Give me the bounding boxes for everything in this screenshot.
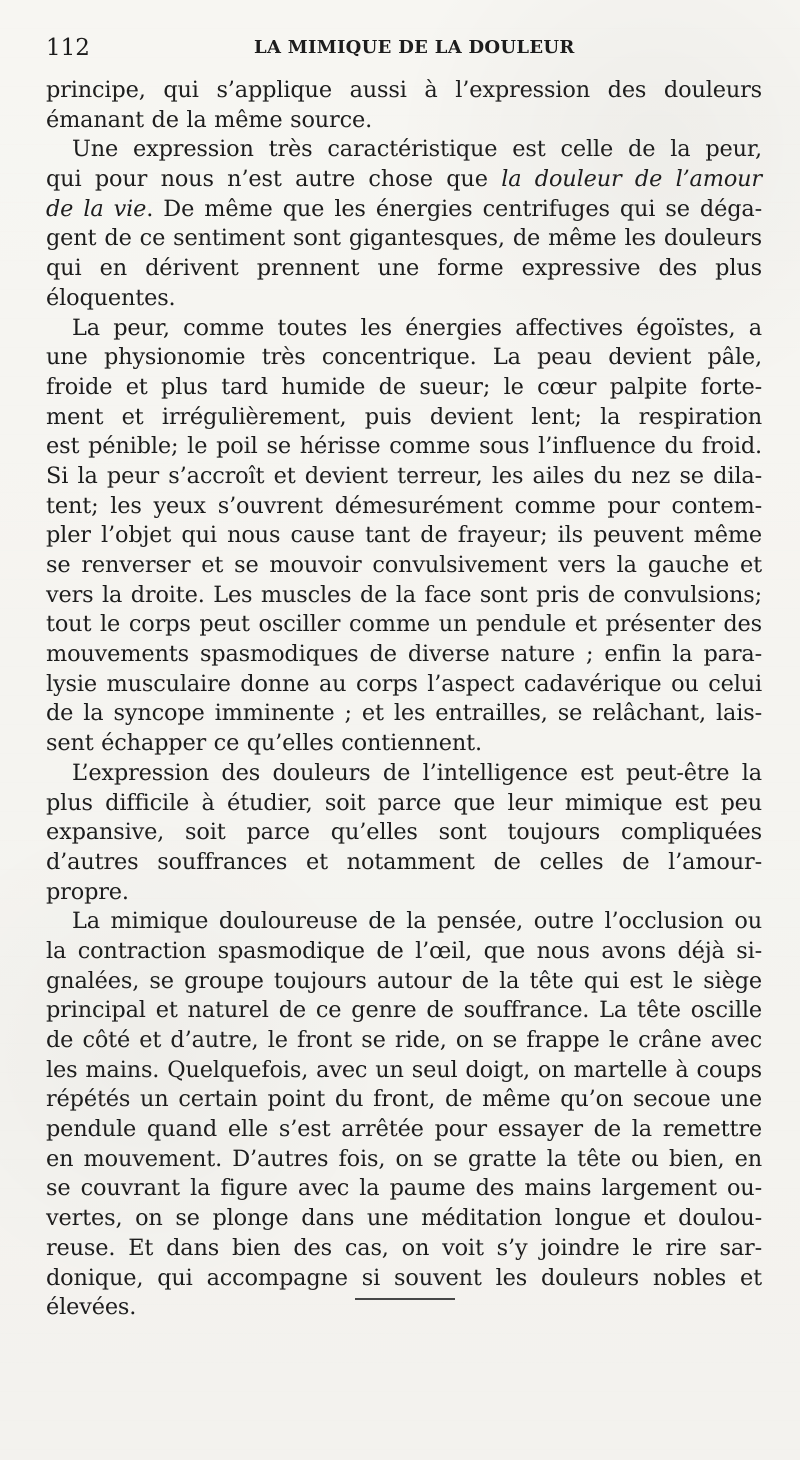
text-line: principe, qui s’applique aussi à l’expression des douleurs — [46, 77, 762, 103]
text-line: est pénible; le poil se hérisse comme sous l’influence du froid. — [46, 433, 762, 460]
text-line: émanant de la même source. — [46, 106, 373, 133]
text-line: lysie musculaire donne au corps l’aspect cadavérique ou celui — [46, 670, 762, 697]
text-line: pler l’objet qui nous cause tant de frayeur; ils peuvent même — [46, 522, 762, 549]
page-header — [46, 34, 758, 66]
text-line: La peur, comme toutes les énergies affectives égoïstes, a — [72, 314, 762, 341]
text-line: éloquentes. — [46, 284, 176, 311]
text-line: pendule quand elle s’est arrêtée pour essayer de la remettre — [46, 1116, 762, 1143]
text-line: la contraction spasmodique de l’œil, que nous avons déjà si- — [46, 937, 762, 964]
text-line: se couvrant la figure avec la paume des mains largement ou- — [46, 1175, 762, 1202]
text-line: ment et irrégulièrement, puis devient lent; la respiration — [46, 403, 762, 430]
text-line: de la syncope imminente ; et les entrailles, se relâchant, lais- — [46, 700, 762, 727]
text-line: d’autres souffrances et notamment de celles de l’amour- — [46, 848, 762, 875]
text-line: La mimique douloureuse de la pensée, outre l’occlusion ou — [72, 908, 762, 935]
text-fragment: qui pour nous n’est autre chose que — [46, 166, 502, 193]
text-line: vertes, on se plonge dans une méditation longue et doulou- — [46, 1205, 762, 1232]
text-line: gent de ce sentiment sont gigantesques, de même les douleurs — [46, 225, 762, 252]
italic-phrase: de la vie — [46, 195, 147, 222]
text-line: froide et plus tard humide de sueur; le cœur palpite forte- — [46, 373, 762, 400]
text-line: principal et naturel de ce genre de souffrance. La tête oscille — [46, 997, 762, 1024]
section-divider — [355, 1298, 455, 1300]
text-line: élevées. — [46, 1294, 137, 1321]
text-line: tent; les yeux s’ouvrent démesurément comme pour contem- — [46, 492, 762, 519]
text-fragment: . De même que les énergies centrifuges qui se déga- — [146, 195, 762, 222]
text-line: plus difficile à étudier, soit parce que leur mimique est peu — [46, 789, 762, 816]
main-text — [46, 76, 762, 1323]
text-line: de côté et d’autre, le front se ride, on se frappe le crâne avec — [46, 1027, 762, 1053]
text-line: une physionomie très concentrique. La peau devient pâle, — [46, 344, 762, 371]
text-line: donique, qui accompagne si souvent les douleurs nobles et — [46, 1264, 762, 1291]
text-line: mouvements spasmodiques de diverse nature ; enfin la para- — [46, 641, 762, 668]
text-line: Une expression très caractéristique est celle de la peur, — [72, 136, 762, 163]
italic-phrase: la douleur de l’amour — [501, 166, 762, 193]
running-title: LA MIMIQUE DE LA DOULEUR — [254, 37, 575, 58]
text-line: reuse. Et dans bien des cas, on voit s’y joindre le rire sar- — [46, 1234, 762, 1261]
text-line: les mains. Quelquefois, avec un seul doigt, on martelle à coups — [46, 1056, 762, 1083]
text-line: Si la peur s’accroît et devient terreur, les ailes du nez se dila- — [46, 462, 762, 489]
text-line-with-italic — [46, 195, 762, 225]
text-line: vers la droite. Les muscles de la face sont pris de convulsions; — [46, 581, 762, 608]
text-line: en mouvement. D’autres fois, on se gratte la tête ou bien, en — [46, 1145, 762, 1172]
text-line: L’expression des douleurs de l’intelligence est peut-être la — [72, 759, 762, 786]
text-line: se renverser et se mouvoir convulsivement vers la gauche et — [46, 552, 762, 578]
text-line: propre. — [46, 878, 129, 905]
text-line: gnalées, se groupe toujours autour de la tête qui est le siège — [46, 967, 762, 994]
text-line: tout le corps peut osciller comme un pendule et présenter des — [46, 611, 762, 638]
text-line: répétés un certain point du front, de même qu’on secoue une — [46, 1086, 762, 1113]
page-number: 112 — [46, 35, 90, 61]
text-line: qui en dérivent prennent une forme expressive des plus — [46, 255, 762, 282]
text-line-with-italic — [46, 165, 762, 195]
text-line: sent échapper ce qu’elles contiennent. — [46, 730, 482, 757]
text-line: expansive, soit parce qu’elles sont toujours compliquées — [46, 819, 762, 846]
